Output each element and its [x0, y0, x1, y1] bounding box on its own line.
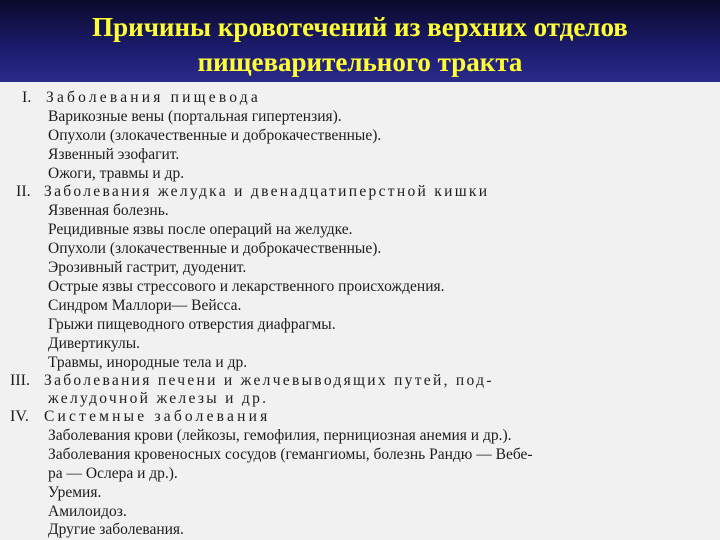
list-item: ра — Ослера и др.). [48, 465, 178, 482]
section-numeral: I. [22, 89, 32, 106]
list-item: Грыжи пищеводного отверстия диафрагмы. [48, 316, 336, 333]
section-numeral: III. [10, 372, 30, 389]
list-item: Синдром Маллори— Вейсса. [48, 297, 242, 314]
list-item: Амилоидоз. [48, 503, 127, 520]
document-body [0, 82, 720, 540]
section-heading: Заболевания пищевода [46, 89, 261, 106]
list-item: Ожоги, травмы и др. [48, 165, 185, 182]
title-line-1: Причины кровотечений из верхних отделов [92, 12, 628, 42]
list-item: Острые язвы стрессового и лекарственного происхождения. [48, 278, 445, 295]
list-item: Дивертикулы. [48, 335, 140, 352]
list-item: Язвенный эзофагит. [48, 146, 180, 163]
list-item: Травмы, инородные тела и др. [48, 354, 248, 371]
title-line-2: пищеварительного тракта [197, 47, 523, 77]
list-item: Заболевания кровеносных сосудов (гемангиомы, болезнь Рандю — Вебе- [48, 446, 533, 463]
list-item: Рецидивные язвы после операций на желудке. [48, 221, 353, 238]
list-item: Язвенная болезнь. [48, 202, 169, 219]
list-item: Варикозные вены (портальная гипертензия). [48, 108, 342, 125]
title-banner [0, 0, 720, 82]
section-heading: Заболевания печени и желчевыводящих путей, под- [44, 372, 494, 389]
section-heading-continued: желудочной железы и др. [48, 390, 269, 407]
list-item: Опухоли (злокачественные и доброкачественные). [48, 127, 382, 144]
list-item: Заболевания крови (лейкозы, гемофилия, пернициозная анемия и др.). [48, 427, 512, 444]
list-item: Уремия. [48, 484, 102, 501]
list-item: Опухоли (злокачественные и доброкачественные). [48, 240, 382, 257]
list-item: Другие заболевания. [48, 521, 184, 538]
page-title [0, 10, 720, 80]
section-heading: Системные заболевания [44, 408, 271, 425]
list-item: Эрозивный гастрит, дуоденит. [48, 259, 247, 276]
section-numeral: II. [16, 183, 31, 200]
section-heading: Заболевания желудка и двенадцатиперстной кишки [44, 183, 490, 200]
section-numeral: IV. [10, 408, 29, 425]
